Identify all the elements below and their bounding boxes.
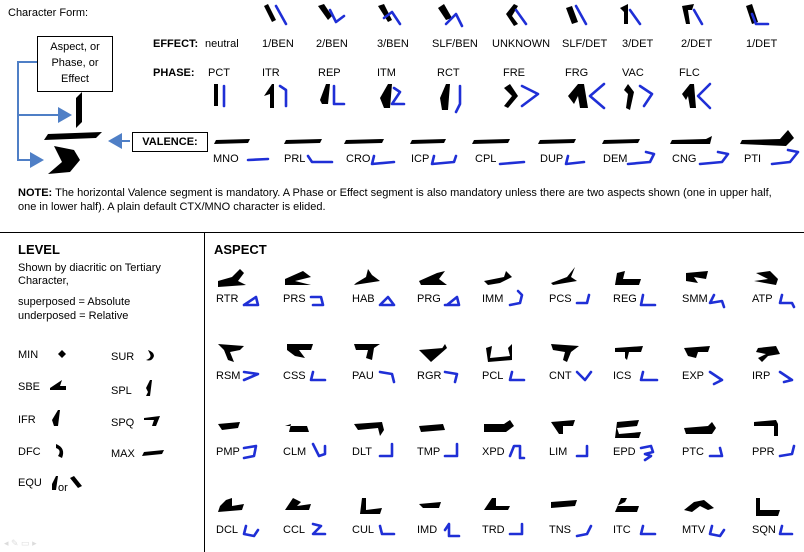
effect-unknown: UNKNOWN	[492, 38, 551, 50]
phase-rct: RCT	[437, 67, 460, 79]
aspect-black-segment-ics	[615, 346, 643, 360]
effect-2ben: 2/BEN	[316, 38, 348, 50]
aspect-blue-segment-prs	[311, 297, 323, 305]
effect-slfben: SLF/BEN	[432, 38, 478, 50]
aspect-blue-segment-cnt	[577, 372, 591, 380]
valence-dem: DEM	[603, 153, 628, 165]
effect-label: EFFECT:	[153, 38, 199, 50]
aspect-glyph-rgr	[419, 344, 457, 382]
phase-fre: FRE	[503, 67, 525, 79]
aspect-glyph-prs	[285, 271, 323, 305]
phase-rep: REP	[318, 67, 341, 79]
aspect-black-segment-smm	[686, 271, 708, 283]
level-spl: SPL	[111, 385, 132, 397]
aspect-black-segment-pmp	[218, 422, 240, 430]
aspect-blue-segment-irp	[780, 372, 792, 382]
aspect-glyph-sqn	[756, 498, 792, 534]
aspect-label-tmp: TMP	[417, 446, 441, 458]
aspect-black-segment-pcs	[551, 267, 577, 285]
phase-vac: VAC	[622, 67, 644, 79]
aspect-blue-segment-lim	[577, 446, 587, 456]
aspect-glyph-mtv	[684, 500, 724, 536]
aspect-black-segment-lim	[551, 420, 575, 434]
valence-box-text: VALENCE:	[142, 136, 198, 148]
aspect-blue-segment-pcl	[510, 372, 524, 380]
aspect-blue-segment-mtv	[710, 526, 724, 536]
aspect-blue-segment-clm	[313, 444, 325, 456]
valence-pti: PTI	[744, 153, 762, 165]
level-spq: SPQ	[111, 417, 135, 429]
aspect-black-segment-clm	[285, 424, 309, 432]
aspect-glyph-epd	[615, 420, 653, 460]
level-equ: EQU	[18, 477, 42, 489]
aspect-glyph-prg	[419, 271, 459, 305]
aspect-glyph-exp	[684, 346, 722, 384]
aspect-glyph-imm	[484, 271, 522, 305]
effect-1ben: 1/BEN	[262, 38, 294, 50]
valence-icp: ICP	[411, 153, 430, 165]
aspect-blue-segment-cul	[380, 526, 394, 534]
aspect-glyph-imd	[419, 502, 459, 536]
aspect-blue-segment-pau	[380, 372, 394, 382]
aspect-label-imm: IMM	[482, 293, 504, 305]
level-description-1: Shown by diacritic on Tertiary Character,	[18, 262, 161, 287]
aspect-label-rsm: RSM	[216, 370, 241, 382]
aspect-glyph-pmp	[218, 422, 256, 458]
aspect-blue-segment-itc	[641, 526, 655, 534]
aspect-glyph-itc	[615, 498, 655, 534]
aspect-label-itc: ITC	[613, 524, 631, 536]
aspect-blue-segment-trd	[510, 524, 522, 534]
aspect-blue-segment-prg	[445, 297, 459, 305]
phase-itr: ITR	[262, 67, 280, 79]
aspect-black-segment-epd	[615, 420, 641, 438]
aspect-black-segment-dlt	[354, 422, 384, 436]
slide-toolbar: ◂ ✎ ▭ ▸	[4, 538, 37, 548]
aspect-glyph-ccl	[285, 498, 325, 534]
aspect-black-segment-rgr	[419, 344, 447, 362]
aspect-label-reg: REG	[613, 293, 637, 305]
aspect-blue-segment-dlt	[380, 444, 392, 456]
aspect-glyph-clm	[285, 424, 325, 456]
level-max: MAX	[111, 448, 135, 460]
phase-flc: FLC	[679, 67, 700, 79]
aspect-black-segment-hab	[354, 269, 380, 285]
aspect-glyph-trd	[484, 498, 522, 534]
effect-neutral: neutral	[205, 38, 239, 50]
aspect-glyph-rtr	[218, 269, 258, 305]
aspect-title: ASPECT	[214, 242, 267, 257]
aspect-label-exp: EXP	[682, 370, 705, 382]
aspect-blue-segment-hab	[380, 297, 394, 305]
valence-cng: CNG	[672, 153, 697, 165]
aspect-blue-segment-tns	[577, 526, 591, 536]
level-sbe: SBE	[18, 381, 41, 393]
aspect-glyph-tmp	[419, 424, 457, 456]
aspect-label-rtr: RTR	[216, 293, 239, 305]
level-sur: SUR	[111, 351, 135, 363]
aspect-label-cnt: CNT	[549, 370, 572, 382]
aspect-black-segment-pcl	[486, 344, 512, 362]
aspect-black-segment-tns	[551, 500, 577, 508]
aspect-glyph-hab	[354, 269, 394, 305]
aspect-black-segment-irp	[756, 346, 780, 362]
aspect-glyph-lim	[551, 420, 587, 456]
aspect-glyph-atp	[754, 271, 794, 307]
aspect-label-lim: LIM	[549, 446, 568, 458]
aspect-blue-segment-rsm	[244, 372, 258, 380]
aspect-blue-segment-xpd	[510, 446, 524, 458]
aspect-label-smm: SMM	[682, 293, 708, 305]
aspect-label-clm: CLM	[283, 446, 307, 458]
aspect-label-ptc: PTC	[682, 446, 704, 458]
aspect-label-css: CSS	[283, 370, 306, 382]
phase-itm: ITM	[377, 67, 396, 79]
aspect-label-ics: ICS	[613, 370, 632, 382]
aspect-label-ccl: CCL	[283, 524, 306, 536]
character-form-label: Character Form:	[8, 7, 89, 19]
aspect-blue-segment-ccl	[313, 524, 325, 534]
aspect-blue-segment-rtr	[244, 297, 258, 305]
level-description-2: superposed = Absolute	[18, 296, 131, 308]
level-description-3: underposed = Relative	[18, 310, 129, 322]
aspect-blue-segment-dcl	[244, 526, 258, 536]
aspect-label-imd: IMD	[417, 524, 438, 536]
aspect-black-segment-rsm	[218, 344, 244, 362]
aspect-label-cul: CUL	[352, 524, 375, 536]
aspect-glyph-ptc	[684, 422, 722, 456]
aspect-blue-segment-exp	[710, 372, 722, 384]
aspect-label-irp: IRP	[752, 370, 771, 382]
aspect-glyph-cul	[360, 498, 394, 534]
aspect-glyph-tns	[551, 500, 591, 536]
aspect-label-dlt: DLT	[352, 446, 372, 458]
aspect-label-dcl: DCL	[216, 524, 239, 536]
aspect-label-epd: EPD	[613, 446, 636, 458]
aspect-glyph-pcl	[486, 344, 524, 380]
aspect-glyph-reg	[615, 271, 655, 305]
aspect-black-segment-xpd	[484, 420, 514, 432]
aspect-black-segment-tmp	[419, 424, 445, 432]
phase-pct: PCT	[208, 67, 230, 79]
aspect-label-rgr: RGR	[417, 370, 442, 382]
aspect-box-text: Aspect, or Phase, or Effect	[50, 41, 100, 85]
aspect-glyph-xpd	[484, 420, 524, 458]
aspect-label-pmp: PMP	[216, 446, 240, 458]
aspect-blue-segment-ppr	[780, 446, 794, 456]
effect-2det: 2/DET	[681, 38, 713, 50]
valence-prl: PRL	[284, 153, 306, 165]
aspect-black-segment-imd	[419, 502, 441, 508]
aspect-glyph-pcs	[551, 267, 589, 303]
aspect-blue-segment-pmp	[244, 446, 256, 458]
aspect-label-prg: PRG	[417, 293, 441, 305]
aspect-label-sqn: SQN	[752, 524, 776, 536]
aspect-label-trd: TRD	[482, 524, 505, 536]
aspect-glyph-smm	[686, 271, 724, 307]
aspect-glyph-pau	[354, 344, 394, 382]
aspect-black-segment-prg	[419, 271, 447, 285]
aspect-glyph-cnt	[551, 344, 591, 380]
phase-frg: FRG	[565, 67, 589, 79]
aspect-black-segment-exp	[684, 346, 710, 358]
aspect-label-mtv: MTV	[682, 524, 706, 536]
aspect-glyph-ics	[615, 346, 657, 380]
aspect-black-segment-trd	[484, 498, 510, 510]
aspect-label-tns: TNS	[549, 524, 571, 536]
valence-mno: MNO	[213, 153, 239, 165]
aspect-black-segment-atp	[754, 271, 778, 285]
phase-label: PHASE:	[153, 67, 195, 79]
aspect-glyph-ppr	[754, 420, 794, 456]
aspect-black-segment-mtv	[684, 500, 714, 512]
aspect-label-pcl: PCL	[482, 370, 504, 382]
aspect-label-prs: PRS	[283, 293, 306, 305]
aspect-black-segment-ptc	[684, 422, 716, 434]
aspect-blue-segment-epd	[641, 446, 653, 460]
aspect-black-segment-ppr	[754, 420, 778, 436]
aspect-blue-segment-pcs	[577, 295, 589, 303]
aspect-glyph-dlt	[354, 422, 392, 456]
aspect-black-segment-itc	[615, 498, 639, 512]
aspect-black-segment-ccl	[285, 498, 311, 510]
aspect-label-pcs: PCS	[549, 293, 572, 305]
aspect-glyph-irp	[756, 346, 792, 382]
aspect-black-segment-reg	[615, 271, 641, 285]
aspect-label-hab: HAB	[352, 293, 375, 305]
effect-1det: 1/DET	[746, 38, 778, 50]
aspect-label-atp: ATP	[752, 293, 773, 305]
aspect-glyph-css	[287, 344, 325, 380]
aspect-blue-segment-ptc	[710, 448, 722, 456]
aspect-black-segment-prs	[285, 271, 311, 285]
aspect-blue-segment-atp	[780, 295, 794, 307]
aspect-label-xpd: XPD	[482, 446, 505, 458]
aspect-black-segment-pau	[354, 344, 380, 360]
aspect-blue-segment-tmp	[445, 444, 457, 456]
note-label: NOTE:	[18, 187, 53, 199]
aspect-black-segment-imm	[484, 271, 512, 285]
level-dfc: DFC	[18, 446, 41, 458]
aspect-glyph-dcl	[218, 498, 258, 536]
level-ifr: IFR	[18, 414, 36, 426]
aspect-black-segment-sqn	[756, 498, 780, 516]
aspect-blue-segment-imd	[445, 524, 459, 536]
aspect-blue-segment-sqn	[780, 526, 792, 534]
effect-3ben: 3/BEN	[377, 38, 409, 50]
level-title: LEVEL	[18, 242, 60, 257]
valence-dup: DUP	[540, 153, 564, 165]
aspect-blue-segment-reg	[641, 295, 655, 305]
aspect-blue-segment-ics	[641, 372, 657, 380]
note-text: The horizontal Valence segment is mandatory. A Phase or Effect segment is also mandatory unless there are two aspects shown (one in upper half, one in lower half). A plain default CTX/MNO character is elided.	[18, 187, 772, 213]
aspect-black-segment-css	[287, 344, 313, 358]
aspect-label-ppr: PPR	[752, 446, 775, 458]
aspect-glyph-rsm	[218, 344, 258, 380]
level-or-text: or	[58, 482, 68, 494]
aspect-blue-segment-css	[311, 372, 325, 380]
aspect-black-segment-rtr	[218, 269, 246, 287]
effect-slfdet: SLF/DET	[562, 38, 608, 50]
aspect-black-segment-cnt	[551, 344, 579, 362]
aspect-black-segment-cul	[360, 498, 382, 514]
aspect-blue-segment-smm	[710, 295, 724, 307]
aspect-blue-segment-imm	[510, 291, 522, 305]
aspect-label-pau: PAU	[352, 370, 374, 382]
aspect-black-segment-dcl	[218, 498, 244, 512]
valence-cpl: CPL	[475, 153, 497, 165]
valence-cro: CRO	[346, 153, 371, 165]
effect-3det: 3/DET	[622, 38, 654, 50]
aspect-blue-segment-rgr	[445, 372, 457, 382]
level-min: MIN	[18, 349, 39, 361]
